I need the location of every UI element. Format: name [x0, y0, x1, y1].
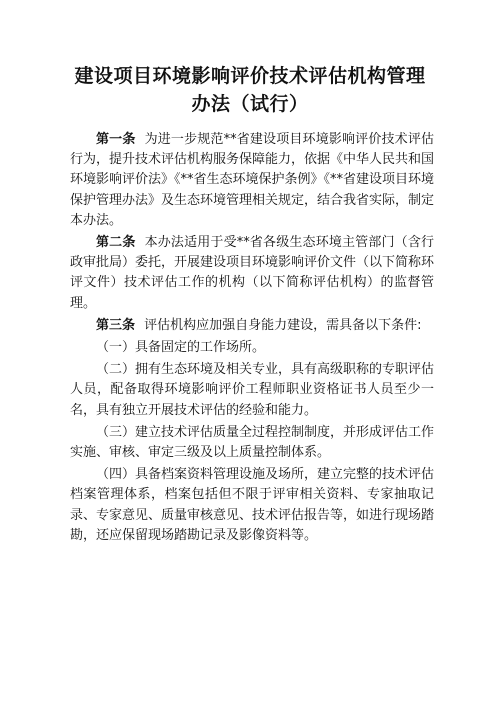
article-2 [70, 233, 434, 314]
article-3-label: 第三条 [96, 317, 136, 333]
list-item: （一）具备固定的工作场所。 [96, 340, 266, 356]
article-1 [70, 130, 434, 231]
article-1-label: 第一条 [96, 132, 136, 147]
list-item: （三）建立技术评估质量全过程控制制度，并形成评估工作实施、审核、审定三级及以上质量控制体系。 [70, 424, 435, 461]
document-title [60, 62, 440, 118]
title-line-1: 建设项目环境影响评价技术评估机构管理 [74, 65, 426, 87]
article-3 [70, 316, 434, 336]
article-3-text: 评估机构应加强自身能力建设，需具备以下条件: [144, 317, 422, 333]
article-2-label: 第二条 [96, 235, 136, 251]
title-line-2: 办法（试行） [191, 93, 309, 115]
list-item: （二）拥有生态环境及相关专业，具有高级职称的专职评估人员，配备取得环境影响评价工程师职业资格证书人员至少一名，具有独立开展技术评估的经验和能力。 [70, 362, 435, 418]
list-item: （四）具备档案资料管理设施及场所，建立完整的技术评估档案管理体系，档案包括但不限于评审相关资料、专家抽取记录、专家意见、质量审核意见、技术评估报告等，如进行现场踏勘，还应保留现场踏勘记录及影像资料等。 [70, 467, 435, 543]
article-1-text: 为进一步规范**省建设项目环境影响评价技术评估行为，提升技术评估机构服务保障能力，依据《中华人民共和国环境影响评价法》《**省生态环境保护条例》《**省建设项目环境保护管理办法》及生态环境管理相关规定，结合我省实际，制定本办法。 [70, 132, 435, 228]
article-2-text: 本办法适用于受**省各级生态环境主管部门（含行政审批局）委托，开展建设项目环境影响评价文件（以下简称环评文件）技术评估工作的机构（以下简称评估机构）的监督管理。 [70, 235, 435, 311]
document-body [70, 130, 434, 548]
